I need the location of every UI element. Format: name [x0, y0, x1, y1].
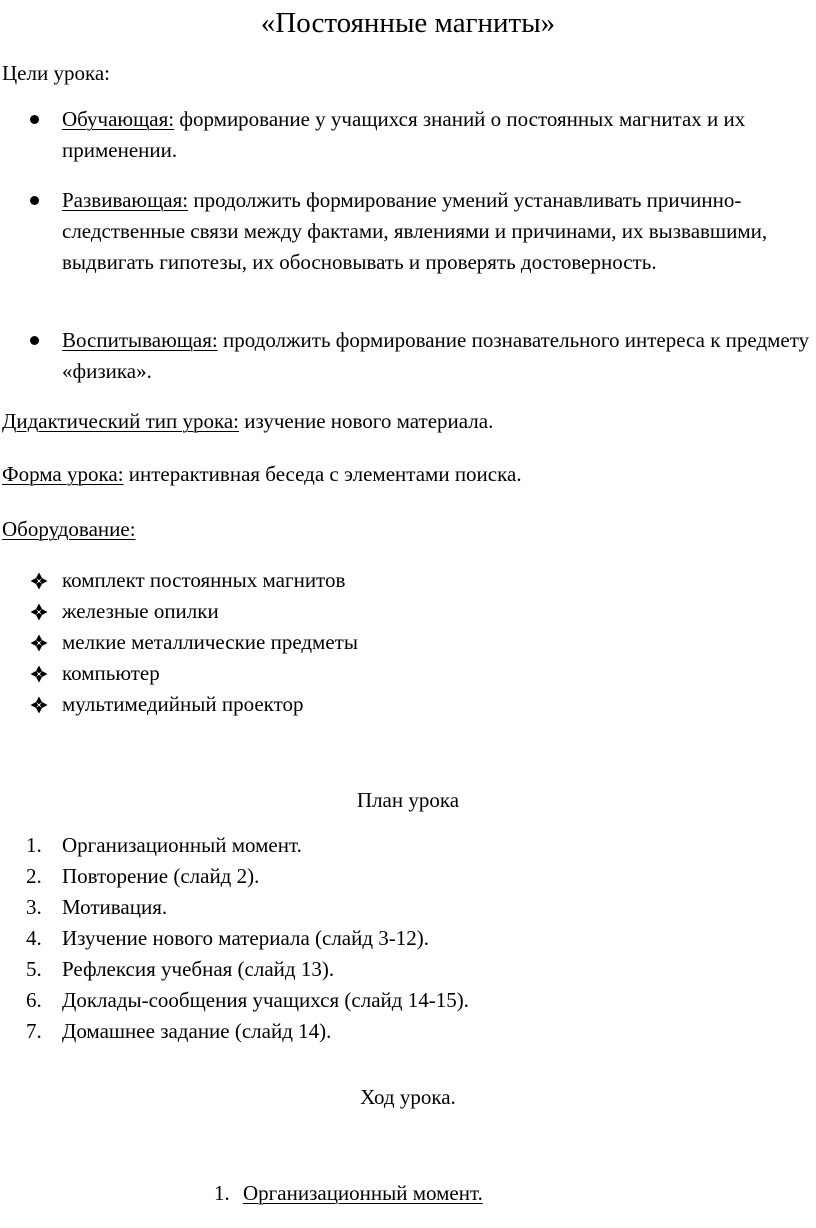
plan-item: Мотивация. — [62, 895, 168, 919]
section-title: Организационный момент. — [243, 1181, 483, 1205]
plan-item-number: 3. — [26, 895, 42, 919]
goal-label: Развивающая: — [62, 188, 189, 212]
didactic-label: Дидактический тип урока: — [2, 409, 240, 433]
plan-item-number: 2. — [26, 864, 42, 888]
page-title: «Постоянные магниты» — [260, 7, 556, 39]
equipment-item: мультимедийный проектор — [62, 692, 304, 716]
plan-item-number: 7. — [26, 1019, 42, 1043]
diamond-bullet-icon — [30, 603, 48, 621]
bullet-dot-icon — [30, 336, 39, 345]
plan-item-number: 1. — [26, 833, 42, 857]
plan-item-number: 6. — [26, 988, 42, 1012]
form-value: интерактивная беседа с элементами поиска. — [128, 462, 522, 486]
equipment-item: железные опилки — [62, 599, 219, 623]
goal-item-teaching — [62, 104, 816, 166]
plan-item: Домашнее задание (слайд 14). — [62, 1019, 332, 1043]
diamond-bullet-icon — [30, 634, 48, 652]
diamond-bullet-icon — [30, 572, 48, 590]
plan-item: Изучение нового материала (слайд 3-12). — [62, 926, 430, 950]
goal-text: продолжить формирование умений устанавливать причинно-следственные связи между фактами, явлениями и причинами, их вызвавшими, выдвигать гипотезы, их обосновывать и проверять достоверность. — [62, 188, 768, 274]
section-heading — [214, 1178, 483, 1209]
equipment-item: комплект постоянных магнитов — [62, 568, 346, 592]
plan-item: Повторение (слайд 2). — [62, 864, 260, 888]
plan-item: Доклады-сообщения учащихся (слайд 14-15). — [62, 988, 469, 1012]
equipment-heading: Оборудование: — [2, 517, 136, 541]
diamond-bullet-icon — [30, 696, 48, 714]
goal-item-developing — [62, 185, 816, 278]
goal-item-educating — [62, 325, 816, 387]
section-number: 1. — [214, 1181, 230, 1205]
plan-item-number: 5. — [26, 957, 42, 981]
plan-item-number: 4. — [26, 926, 42, 950]
goals-heading: Цели урока: — [2, 61, 110, 85]
form-label: Форма урока: — [2, 462, 124, 486]
goal-label: Воспитывающая: — [62, 328, 218, 352]
progress-heading: Ход урока. — [360, 1085, 456, 1109]
plan-item: Рефлексия учебная (слайд 13). — [62, 957, 335, 981]
plan-item: Организационный момент. — [62, 833, 302, 857]
lesson-form — [2, 459, 522, 490]
equipment-item: компьютер — [62, 661, 160, 685]
plan-heading: План урока — [356, 788, 460, 812]
goal-label: Обучающая: — [62, 107, 175, 131]
didactic-type — [2, 406, 493, 437]
goal-text: продолжить формирование познавательного интереса к предмету «физика». — [62, 328, 810, 383]
didactic-value: изучение нового материала. — [244, 409, 494, 433]
equipment-item: мелкие металлические предметы — [62, 630, 358, 654]
goal-text: формирование у учащихся знаний о постоянных магнитах и их применении. — [62, 107, 746, 162]
bullet-dot-icon — [30, 196, 39, 205]
bullet-dot-icon — [30, 115, 39, 124]
diamond-bullet-icon — [30, 665, 48, 683]
